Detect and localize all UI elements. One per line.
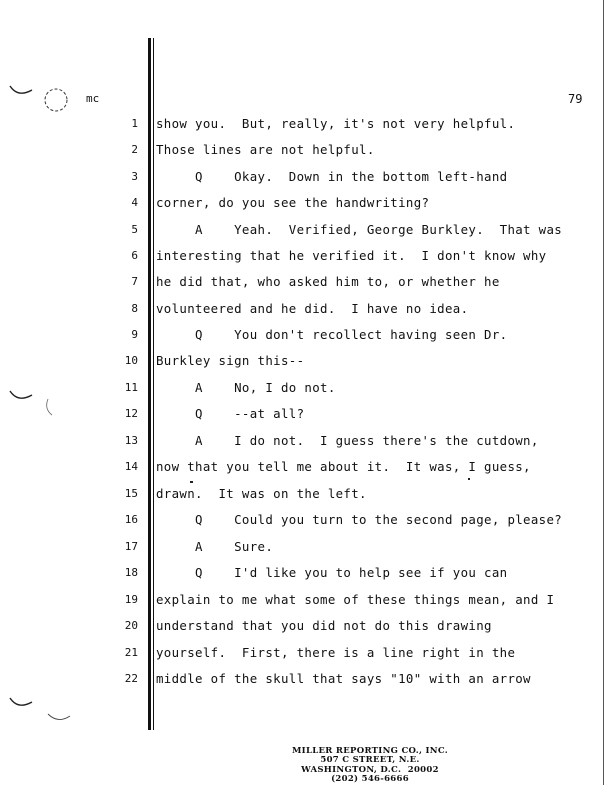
line-number: 6 <box>131 249 138 262</box>
transcript-line: A Sure. <box>156 539 274 554</box>
transcript-line: he did that, who asked him to, or whether he <box>156 274 500 289</box>
transcript-line: yourself. First, there is a line right in the <box>156 645 516 660</box>
transcript-line: now that you tell me about it. It was, I guess, <box>156 459 531 474</box>
scan-speck <box>190 481 193 483</box>
transcript-line: explain to me what some of these things mean, and I <box>156 592 555 607</box>
line-number: 1 <box>131 117 138 130</box>
line-number: 3 <box>131 170 138 183</box>
line-number: 2 <box>131 143 138 156</box>
line-number: 7 <box>131 275 138 288</box>
transcript-line: A Yeah. Verified, George Burkley. That was <box>156 222 563 237</box>
line-number: 12 <box>124 407 138 420</box>
line-number: 14 <box>124 460 138 473</box>
transcript-line: A No, I do not. <box>156 380 336 395</box>
transcript-line: interesting that he verified it. I don't know why <box>156 248 547 263</box>
transcript-line: corner, do you see the handwriting? <box>156 195 430 210</box>
transcript-line: Burkley sign this-- <box>156 353 305 368</box>
line-number: 4 <box>131 196 138 209</box>
transcript-line: Q Could you turn to the second page, please? <box>156 512 563 527</box>
hole-punch-mark-top <box>8 78 78 118</box>
line-number: 20 <box>124 619 138 632</box>
transcript-line: volunteered and he did. I have no idea. <box>156 301 469 316</box>
transcript-line: understand that you did not do this drawing <box>156 618 492 633</box>
footer-city: WASHINGTON, D.C. 20002 <box>301 764 439 775</box>
transcript-line: Those lines are not helpful. <box>156 142 375 157</box>
line-number: 8 <box>131 302 138 315</box>
line-number: 22 <box>124 672 138 685</box>
line-number: 16 <box>124 513 138 526</box>
transcript-line: Q --at all? <box>156 406 305 421</box>
hole-punch-mark-bottom <box>8 690 78 730</box>
hole-punch-mark-middle <box>8 385 78 425</box>
footer-company: MILLER REPORTING CO., INC. <box>291 746 449 756</box>
scan-speck <box>468 478 470 480</box>
footer-street: 507 C STREET, N.E. <box>320 755 420 766</box>
line-number: 10 <box>124 354 138 367</box>
line-number: 15 <box>124 487 138 500</box>
transcript-line: drawn. It was on the left. <box>156 486 367 501</box>
line-number: 5 <box>131 223 138 236</box>
transcript-line: Q Okay. Down in the bottom left-hand <box>156 169 508 184</box>
reporter-initials: mc <box>86 92 100 105</box>
line-number: 9 <box>131 328 138 341</box>
line-number: 21 <box>124 646 138 659</box>
line-number: 18 <box>124 566 138 579</box>
page-number: 79 <box>568 92 583 106</box>
line-number: 17 <box>124 540 138 553</box>
transcript-line: A I do not. I guess there's the cutdown, <box>156 433 539 448</box>
left-margin-rule <box>148 38 151 730</box>
transcript-line: Q You don't recollect having seen Dr. <box>156 327 508 342</box>
line-number: 13 <box>124 434 138 447</box>
left-margin-rule-inner <box>153 38 154 730</box>
transcript-line: Q I'd like you to help see if you can <box>156 565 508 580</box>
reporting-company-footer <box>250 747 490 785</box>
footer-phone: (202) 546-6666 <box>331 774 409 785</box>
right-margin-rule <box>603 0 604 785</box>
line-number: 11 <box>124 381 138 394</box>
transcript-line: middle of the skull that says "10" with an arrow <box>156 671 531 686</box>
line-number: 19 <box>124 593 138 606</box>
transcript-line: show you. But, really, it's not very helpful. <box>156 116 516 131</box>
